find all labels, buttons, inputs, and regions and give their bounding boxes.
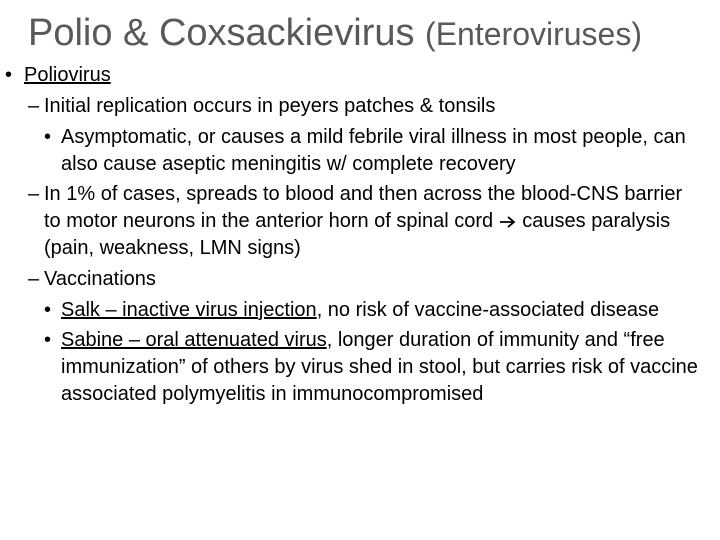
salk-vaccine-name: Salk – inactive virus injection bbox=[61, 299, 317, 321]
paralysis-text: causes paralysis (pain, weakness, LMN signs) bbox=[44, 210, 671, 259]
spread-text: In 1% of cases, spreads to blood and then across the blood-CNS barrier to motor neurons in the anterior horn of spinal cord bbox=[44, 183, 683, 232]
title-parenthetical: (Enteroviruses) bbox=[425, 16, 642, 52]
list-item-spread bbox=[0, 181, 694, 262]
slide-body bbox=[0, 62, 720, 411]
right-arrow-icon bbox=[499, 210, 517, 232]
bullet-marker: • bbox=[44, 126, 52, 148]
salk-description: , no risk of vaccine-associated disease bbox=[316, 299, 660, 321]
poliovirus-heading: Poliovirus bbox=[24, 64, 111, 86]
bullet-marker: • bbox=[5, 64, 13, 86]
dash-marker: – bbox=[28, 95, 40, 117]
vaccinations-heading: Vaccinations bbox=[44, 268, 156, 290]
list-item-poliovirus bbox=[0, 62, 720, 89]
dash-marker: – bbox=[28, 183, 40, 205]
slide-title bbox=[28, 8, 642, 59]
list-item-salk bbox=[0, 297, 701, 324]
sabine-vaccine-name: Sabine – oral attenuated virus bbox=[61, 329, 327, 351]
bullet-marker: • bbox=[44, 299, 52, 321]
list-item-vaccinations bbox=[0, 266, 720, 293]
sabine-description: , longer duration of immunity and “free immunization” of others by virus shed in stool, but carries risk of vaccine associated polymyelitis in immunocompromised bbox=[61, 329, 698, 405]
title-main: Polio & Coxsackievirus bbox=[28, 12, 415, 54]
replication-text: Initial replication occurs in peyers patches & tonsils bbox=[44, 95, 496, 117]
list-item-asymptomatic bbox=[0, 124, 701, 178]
dash-marker: – bbox=[28, 268, 40, 290]
list-item-replication bbox=[0, 93, 720, 120]
bullet-marker: • bbox=[44, 329, 52, 351]
list-item-sabine bbox=[0, 327, 701, 408]
asymptomatic-text: Asymptomatic, or causes a mild febrile viral illness in most people, can also cause aseptic meningitis w/ complete recovery bbox=[61, 126, 686, 175]
